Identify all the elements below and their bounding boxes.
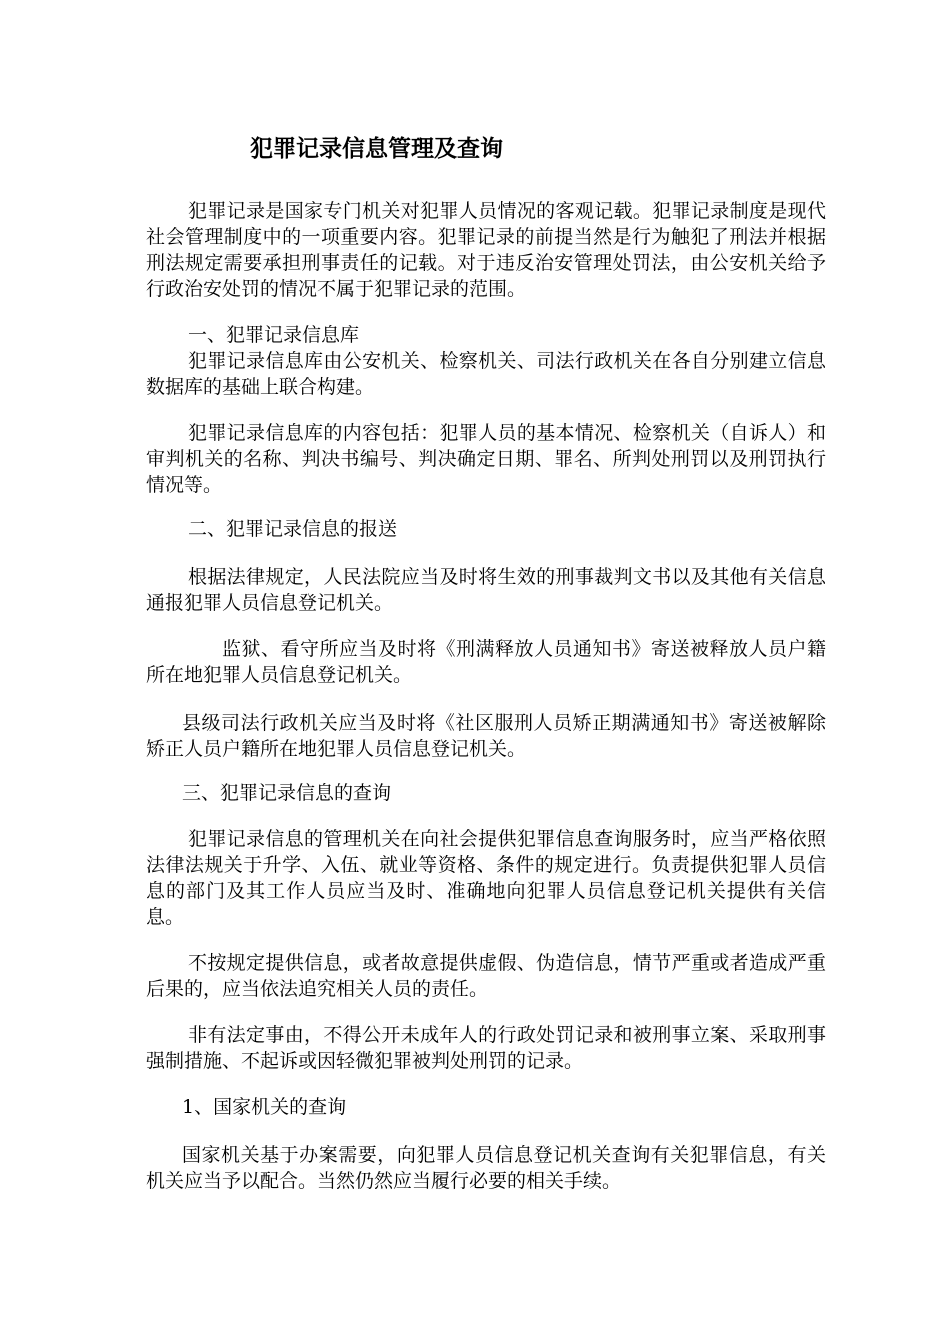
section-heading-3: 三、犯罪记录信息的查询 — [182, 782, 392, 804]
paragraph-intro: 犯罪记录是国家专门机关对犯罪人员情况的客观记载。犯罪记录制度是现代社会管理制度中的一项重要内容。犯罪记录的前提当然是行为触犯了刑法并根据刑法规定需要承担刑事责任的记载。对于违反治安管理处罚法，由公安机关给予行政治安处罚的情况不属于犯罪记录的范围。 — [146, 200, 826, 300]
paragraph-minor-records: 非有法定事由，不得公开未成年人的行政处罚记录和被刑事立案、采取刑事强制措施、不起诉或因轻微犯罪被判处刑罚的记录。 — [146, 1024, 826, 1072]
paragraph-judicial-report: 县级司法行政机关应当及时将《社区服刑人员矫正期满通知书》寄送被解除矫正人员户籍所在地犯罪人员信息登记机关。 — [146, 712, 826, 760]
paragraph-database-build: 犯罪记录信息库由公安机关、检察机关、司法行政机关在各自分别建立信息数据库的基础上联合构建。 — [146, 350, 826, 398]
paragraph-liability: 不按规定提供信息，或者故意提供虚假、伪造信息，情节严重或者造成严重后果的，应当依法追究相关人员的责任。 — [146, 952, 826, 1000]
paragraph-state-query: 国家机关基于办案需要，向犯罪人员信息登记机关查询有关犯罪信息，有关机关应当予以配合。当然仍然应当履行必要的相关手续。 — [146, 1144, 826, 1192]
section-heading-1: 一、犯罪记录信息库 — [188, 324, 360, 346]
paragraph-prison-report: 监狱、看守所应当及时将《刑满释放人员通知书》寄送被释放人员户籍所在地犯罪人员信息登记机关。 — [146, 638, 826, 686]
section-heading-2: 二、犯罪记录信息的报送 — [188, 518, 398, 540]
document-title: 犯罪记录信息管理及查询 — [250, 135, 503, 162]
paragraph-database-content: 犯罪记录信息库的内容包括：犯罪人员的基本情况、检察机关（自诉人）和审判机关的名称、判决书编号、判决确定日期、罪名、所判处刑罚以及刑罚执行情况等。 — [146, 422, 826, 496]
subsection-heading-1: 1、国家机关的查询 — [182, 1096, 347, 1118]
paragraph-query-service: 犯罪记录信息的管理机关在向社会提供犯罪信息查询服务时，应当严格依照法律法规关于升学、入伍、就业等资格、条件的规定进行。负责提供犯罪人员信息的部门及其工作人员应当及时、准确地向犯罪人员信息登记机关提供有关信息。 — [146, 828, 826, 928]
paragraph-court-report: 根据法律规定，人民法院应当及时将生效的刑事裁判文书以及其他有关信息通报犯罪人员信息登记机关。 — [146, 566, 826, 614]
